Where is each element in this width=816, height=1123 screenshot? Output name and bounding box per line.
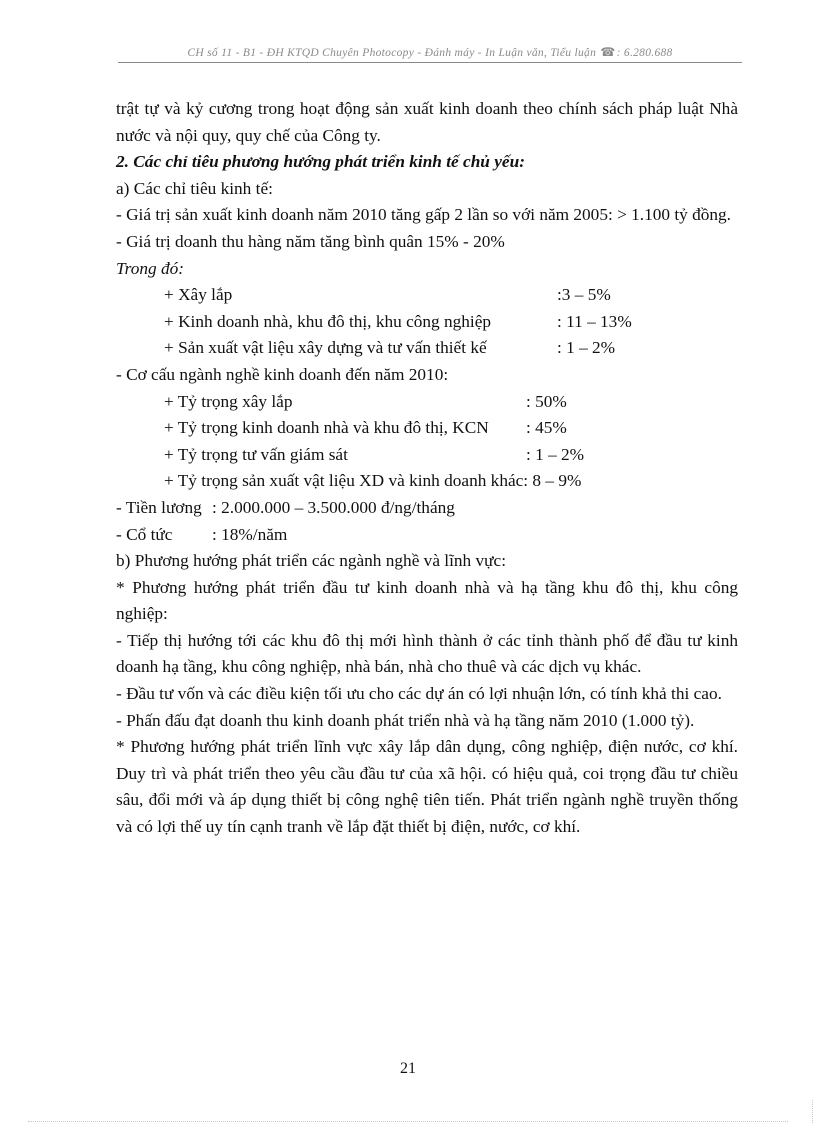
phone-icon: ☎: [600, 45, 616, 59]
structure-item-label: + Tỷ trọng xây lắp: [164, 391, 293, 411]
subsection-a-title: a) Các chỉ tiêu kinh tế:: [116, 178, 273, 198]
structure-item-last-text: + Tỷ trọng sản xuất vật liệu XD và kinh doanh khác: 8 – 9%: [164, 471, 582, 491]
growth-item: [116, 335, 738, 362]
growth-item-label: + Kinh doanh nhà, khu đô thị, khu công nghiệp: [164, 311, 492, 331]
growth-item-value: :3 – 5%: [557, 285, 611, 305]
revenue-paragraph: - Giá trị doanh thu hàng năm tăng bình quân 15% - 20%: [116, 231, 505, 251]
intro-paragraph: trật tự và kỷ cương trong hoạt động sản xuất kinh doanh theo chính sách pháp luật Nhà nước và nội quy, quy chế của Công ty.: [116, 99, 738, 145]
dividend-value: : 18%/năm: [212, 524, 288, 544]
production-value-paragraph: - Giá trị sản xuất kinh doanh năm 2010 tăng gấp 2 lần so với năm 2005: > 1.100 tỷ đồng.: [116, 205, 732, 225]
growth-item: [116, 282, 738, 309]
page-number: 21: [400, 1060, 416, 1077]
growth-item: [116, 309, 738, 336]
structure-paragraph: - Cơ cấu ngành nghề kinh doanh đến năm 2010:: [116, 364, 449, 384]
trong-do-label: Trong đó:: [116, 258, 185, 278]
header-phone-number: : 6.280.688: [616, 47, 673, 59]
growth-item-label: + Sản xuất vật liệu xây dựng và tư vấn thiết kế: [164, 338, 487, 358]
structure-item-label: + Tỷ trọng tư vấn giám sát: [164, 444, 348, 464]
growth-item-value: : 11 – 13%: [557, 311, 632, 331]
subsection-b-title: b) Phương hướng phát triển các ngành nghề và lĩnh vực:: [116, 551, 506, 571]
header-text: CH số 11 - B1 - ĐH KTQD Chuyên Photocopy - Đánh máy - In Luận văn, Tiểu luận: [187, 47, 597, 59]
marketing-paragraph: - Tiếp thị hướng tới các khu đô thị mới hình thành ở các tỉnh thành phố để đầu tư kinh doanh hạ tầng, khu công nghiệp, nhà bán, nhà cho thuê và các dịch vụ khác.: [116, 630, 738, 677]
growth-item-label: + Xây lắp: [164, 285, 233, 305]
structure-item-value: : 45%: [526, 418, 567, 438]
page-right-divider: [812, 1100, 813, 1123]
wage-label: - Tiền lương: [116, 497, 202, 517]
dividend-line: [116, 522, 738, 549]
structure-item: [116, 442, 738, 469]
wage-value: : 2.000.000 – 3.500.000 đ/ng/tháng: [212, 497, 455, 517]
revenue-target-paragraph: - Phấn đấu đạt doanh thu kinh doanh phát triển nhà và hạ tầng năm 2010 (1.000 tỷ).: [116, 710, 695, 730]
wage-line: [116, 495, 738, 522]
section-heading: 2. Các chỉ tiêu phương hướng phát triển kinh tế chủ yếu:: [116, 152, 525, 172]
construction-direction-paragraph: * Phương hướng phát triển lĩnh vực xây lắp dân dụng, công nghiệp, điện nước, cơ khí. Duy trì và phát triển theo yêu cầu đầu tư của xã hội. có hiệu quả, coi trọng đầu tư chiều sâu, đổi mới và áp dụng thiết bị công nghệ tiên tiến. Phát triển ngành nghề truyền thống và có lợi thế uy tín cạnh tranh về lắp đặt thiết bị điện, nước, cơ khí.: [116, 737, 738, 837]
structure-item-last: [116, 468, 738, 495]
growth-item-value: : 1 – 2%: [557, 338, 616, 358]
structure-item: [116, 389, 738, 416]
document-body: [116, 96, 738, 841]
structure-item-label: + Tỷ trọng kinh doanh nhà và khu đô thị, KCN: [164, 418, 489, 438]
page-bottom-divider: [28, 1121, 788, 1122]
real-estate-direction-paragraph: * Phương hướng phát triển đầu tư kinh doanh nhà và hạ tầng khu đô thị, khu công nghiệp:: [116, 577, 738, 624]
structure-item-value: : 1 – 2%: [526, 444, 585, 464]
structure-item-value: : 50%: [526, 391, 567, 411]
page-header: [118, 45, 742, 63]
structure-item: [116, 415, 738, 442]
dividend-label: - Cổ tức: [116, 524, 173, 544]
investment-paragraph: - Đầu tư vốn và các điều kiện tối ưu cho các dự án có lợi nhuận lớn, có tính khả thi cao.: [116, 684, 722, 704]
